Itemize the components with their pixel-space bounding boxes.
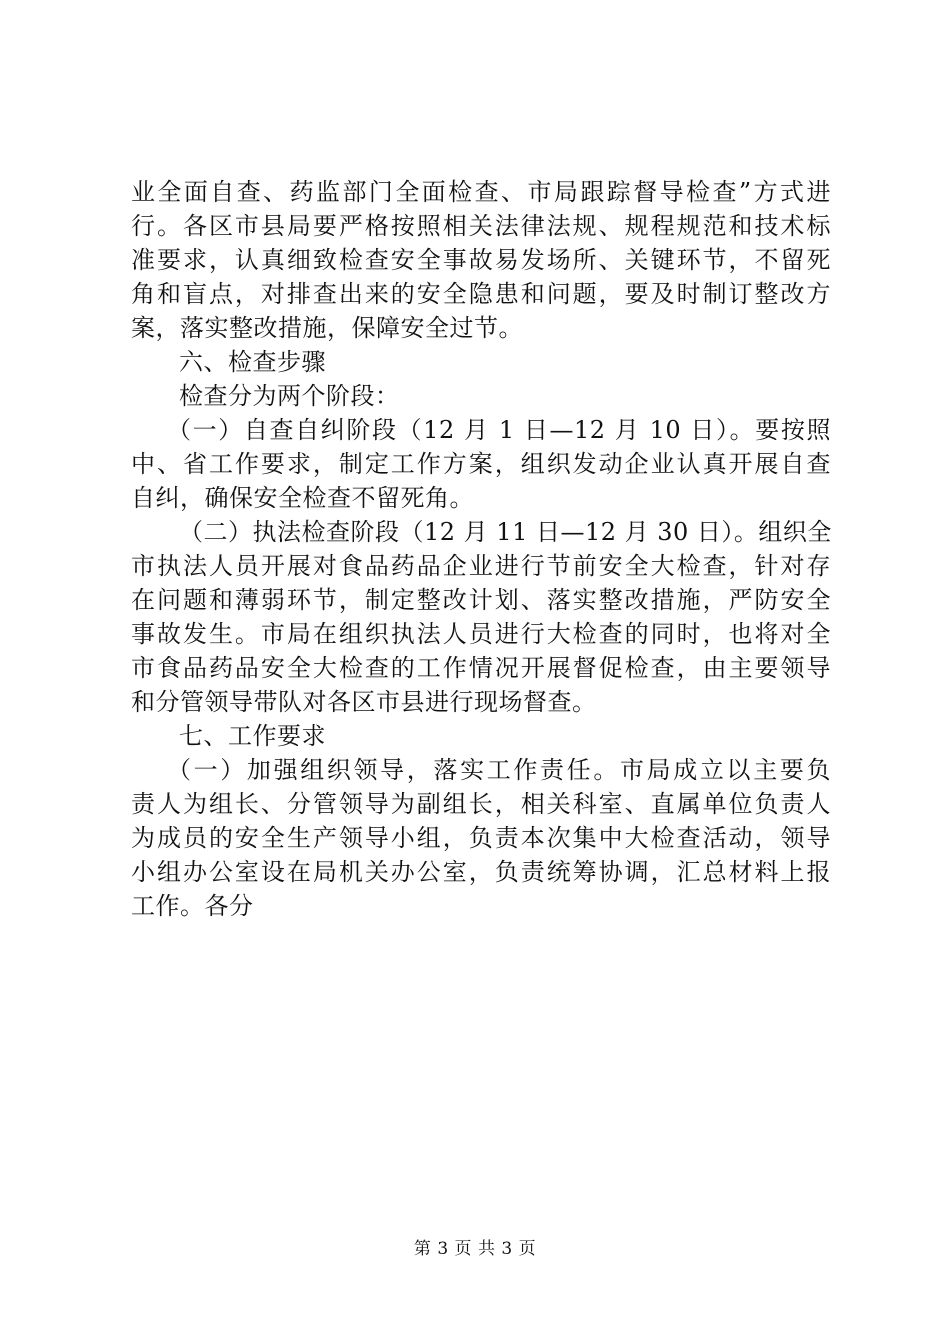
text-line: 和分管领导带队对各区市县进行现场督查。 (131, 688, 597, 716)
text-line: 事故发生。市局在组织执法人员进行大检查的同时，也将对全 (131, 620, 831, 648)
text-line: 市食品药品安全大检查的工作情况开展督促检查，由主要领导 (131, 654, 831, 682)
text-line: 小组办公室设在局机关办公室，负责统筹协调，汇总材料上报 (131, 858, 831, 886)
text-line: 在问题和薄弱环节，制定整改计划、落实整改措施，严防安全 (131, 586, 831, 614)
text-line: 检查分为两个阶段： (179, 382, 400, 410)
text-line: 准要求，认真细致检查安全事故易发场所、关键环节，不留死 (131, 246, 831, 274)
text-line: 中、省工作要求，制定工作方案，组织发动企业认真开展自查 (131, 450, 831, 478)
text-line: 为成员的安全生产领导小组，负责本次集中大检查活动，领导 (131, 824, 831, 852)
subsection-heading: （一）自查自纠阶段（12 月 1 日—12 月 10 日）。要按照 (167, 416, 831, 444)
text-line: 责人为组长、分管领导为副组长，相关科室、直属单位负责人 (131, 790, 831, 818)
subsection-heading: （二）执法检查阶段（12 月 11 日—12 月 30 日）。组织全 (179, 518, 832, 546)
section-heading: 六、检查步骤 (179, 348, 326, 376)
page-number: 第 3 页 共 3 页 (413, 1239, 537, 1259)
text-line: 市执法人员开展对食品药品企业进行节前安全大检查，针对存 (131, 552, 831, 580)
subsection-heading: （一）加强组织领导，落实工作责任。市局成立以主要负 (167, 756, 831, 784)
section-heading: 七、工作要求 (179, 722, 326, 750)
text-line: 业全面自查、药监部门全面检查、市局跟踪督导检查”方式进 (131, 178, 831, 206)
text-line: 自纠，确保安全检查不留死角。 (131, 484, 474, 512)
text-line: 工作。各分 (131, 892, 254, 920)
text-line: 案，落实整改措施，保障安全过节。 (131, 314, 523, 342)
text-line: 行。各区市县局要严格按照相关法律法规、规程规范和技术标 (131, 212, 831, 240)
text-line: 角和盲点，对排查出来的安全隐患和问题，要及时制订整改方 (131, 280, 831, 308)
document-body (131, 175, 831, 923)
